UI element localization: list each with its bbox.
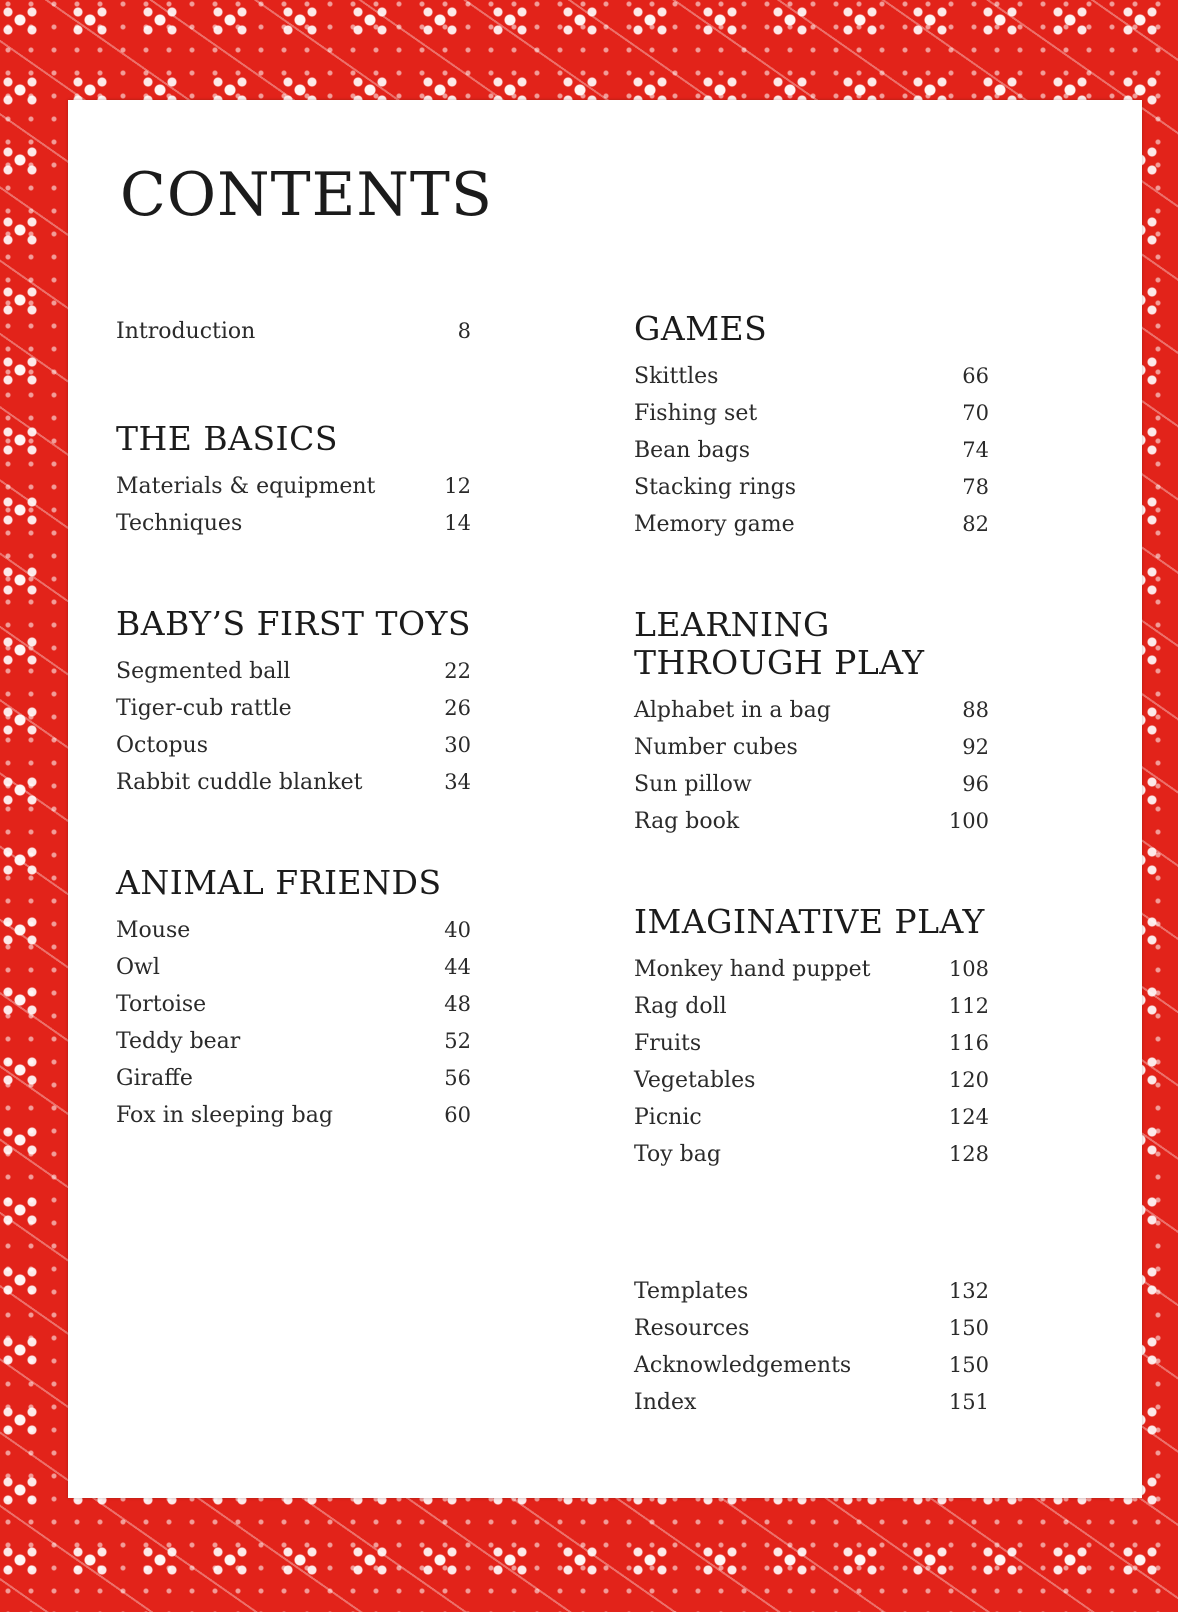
entry-label: Tiger-cub rattle: [116, 696, 292, 721]
section-learning-through-play: [634, 606, 989, 840]
section-heading: ANIMAL FRIENDS: [116, 863, 442, 902]
entry-page: 151: [948, 1390, 989, 1414]
entry-label: Fishing set: [634, 401, 758, 426]
entry-page: 132: [948, 1279, 989, 1303]
entry-page: 124: [948, 1105, 989, 1129]
entry-page: 56: [444, 1066, 471, 1090]
entry-page: 8: [457, 319, 471, 343]
toc-entry[interactable]: [116, 727, 471, 764]
entry-page: 34: [444, 770, 471, 794]
entry-page: 12: [444, 474, 471, 498]
toc-entry[interactable]: [634, 1099, 989, 1136]
entry-label: Sun pillow: [634, 772, 752, 797]
entry-label: Skittles: [634, 364, 719, 389]
toc-entry[interactable]: [634, 1384, 989, 1421]
toc-entry[interactable]: [116, 949, 471, 986]
entry-page: 92: [962, 735, 989, 759]
toc-entry[interactable]: [116, 1097, 471, 1134]
toc-entry[interactable]: [116, 912, 471, 949]
entry-page: 120: [948, 1068, 989, 1092]
toc-entry[interactable]: [634, 1025, 989, 1062]
entry-page: 14: [444, 511, 471, 535]
entry-label: Monkey hand puppet: [634, 957, 871, 982]
entry-label: Owl: [116, 955, 160, 980]
entry-label: Fruits: [634, 1031, 702, 1056]
entry-page: 88: [962, 698, 989, 722]
left-column: [116, 313, 471, 1197]
entry-label: Giraffe: [116, 1066, 193, 1091]
entry-label: Alphabet in a bag: [634, 698, 831, 723]
toc-entry[interactable]: [634, 469, 989, 506]
toc-entry[interactable]: [634, 358, 989, 395]
section-heading: IMAGINATIVE PLAY: [634, 902, 985, 941]
toc-entry[interactable]: [116, 313, 471, 350]
entry-label: Introduction: [116, 319, 256, 344]
section-babys-first-toys: [116, 605, 471, 801]
entry-page: 52: [444, 1029, 471, 1053]
entry-label: Acknowledgements: [634, 1353, 852, 1378]
section-animal-friends: [116, 864, 471, 1134]
entry-page: 70: [962, 401, 989, 425]
entry-label: Rag book: [634, 809, 740, 834]
entry-page: 116: [948, 1031, 989, 1055]
page-title: CONTENTS: [120, 160, 494, 230]
entry-label: Bean bags: [634, 438, 751, 463]
entry-page: 66: [962, 364, 989, 388]
toc-entry[interactable]: [634, 729, 989, 766]
entry-page: 108: [948, 957, 989, 981]
entry-label: Techniques: [116, 511, 243, 536]
section-heading: THE BASICS: [116, 419, 338, 458]
entry-label: Segmented ball: [116, 659, 291, 684]
entry-label: Vegetables: [634, 1068, 756, 1093]
entry-page: 26: [444, 696, 471, 720]
entry-label: Picnic: [634, 1105, 702, 1130]
toc-entry[interactable]: [634, 506, 989, 543]
toc-entry[interactable]: [634, 1273, 989, 1310]
entry-page: 74: [962, 438, 989, 462]
entry-label: Teddy bear: [116, 1029, 241, 1054]
entry-label: Fox in sleeping bag: [116, 1103, 333, 1128]
toc-entry[interactable]: [634, 1136, 989, 1173]
entry-page: 112: [948, 994, 989, 1018]
entry-page: 44: [444, 955, 471, 979]
entry-label: Resources: [634, 1316, 750, 1341]
back-matter-section: [634, 1233, 989, 1421]
toc-entry[interactable]: [116, 1023, 471, 1060]
toc-entry[interactable]: [634, 766, 989, 803]
toc-entry[interactable]: [634, 1062, 989, 1099]
entry-page: 128: [948, 1142, 989, 1166]
entry-page: 40: [444, 918, 471, 942]
section-games: [634, 310, 989, 543]
entry-page: 30: [444, 733, 471, 757]
toc-entry[interactable]: [634, 692, 989, 729]
entry-label: Stacking rings: [634, 475, 797, 500]
entry-page: 150: [948, 1316, 989, 1340]
intro-section: [116, 313, 471, 350]
toc-entry[interactable]: [634, 803, 989, 840]
toc-entry[interactable]: [634, 1347, 989, 1384]
entry-page: 82: [962, 512, 989, 536]
entry-label: Index: [634, 1390, 697, 1415]
toc-entry[interactable]: [634, 432, 989, 469]
entry-label: Rabbit cuddle blanket: [116, 770, 363, 795]
entry-label: Rag doll: [634, 994, 727, 1019]
section-the-basics: [116, 420, 471, 542]
entry-label: Toy bag: [634, 1142, 721, 1167]
entry-label: Octopus: [116, 733, 208, 758]
entry-page: 22: [444, 659, 471, 683]
entry-page: 48: [444, 992, 471, 1016]
toc-entry[interactable]: [634, 1310, 989, 1347]
entry-label: Mouse: [116, 918, 191, 943]
entry-page: 96: [962, 772, 989, 796]
entry-label: Tortoise: [116, 992, 207, 1017]
entry-label: Templates: [634, 1279, 749, 1304]
entry-label: Memory game: [634, 512, 795, 537]
toc-entry[interactable]: [634, 395, 989, 432]
toc-entry[interactable]: [116, 1060, 471, 1097]
contents-page: [68, 100, 1142, 1498]
toc-entry[interactable]: [116, 986, 471, 1023]
section-heading: LEARNING THROUGH PLAY: [634, 605, 925, 682]
right-column: [634, 310, 989, 1484]
section-heading: BABY’S FIRST TOYS: [116, 604, 471, 643]
toc-entry[interactable]: [116, 468, 471, 505]
toc-entry[interactable]: [116, 653, 471, 690]
entry-label: Number cubes: [634, 735, 798, 760]
toc-entry[interactable]: [634, 951, 989, 988]
toc-entry[interactable]: [116, 505, 471, 542]
entry-label: Materials & equipment: [116, 474, 376, 499]
entry-page: 60: [444, 1103, 471, 1127]
entry-page: 150: [948, 1353, 989, 1377]
toc-entry[interactable]: [634, 988, 989, 1025]
entry-page: 78: [962, 475, 989, 499]
section-imaginative-play: [634, 903, 989, 1173]
toc-entry[interactable]: [116, 764, 471, 801]
entry-page: 100: [948, 809, 989, 833]
section-heading: GAMES: [634, 309, 768, 348]
toc-entry[interactable]: [116, 690, 471, 727]
